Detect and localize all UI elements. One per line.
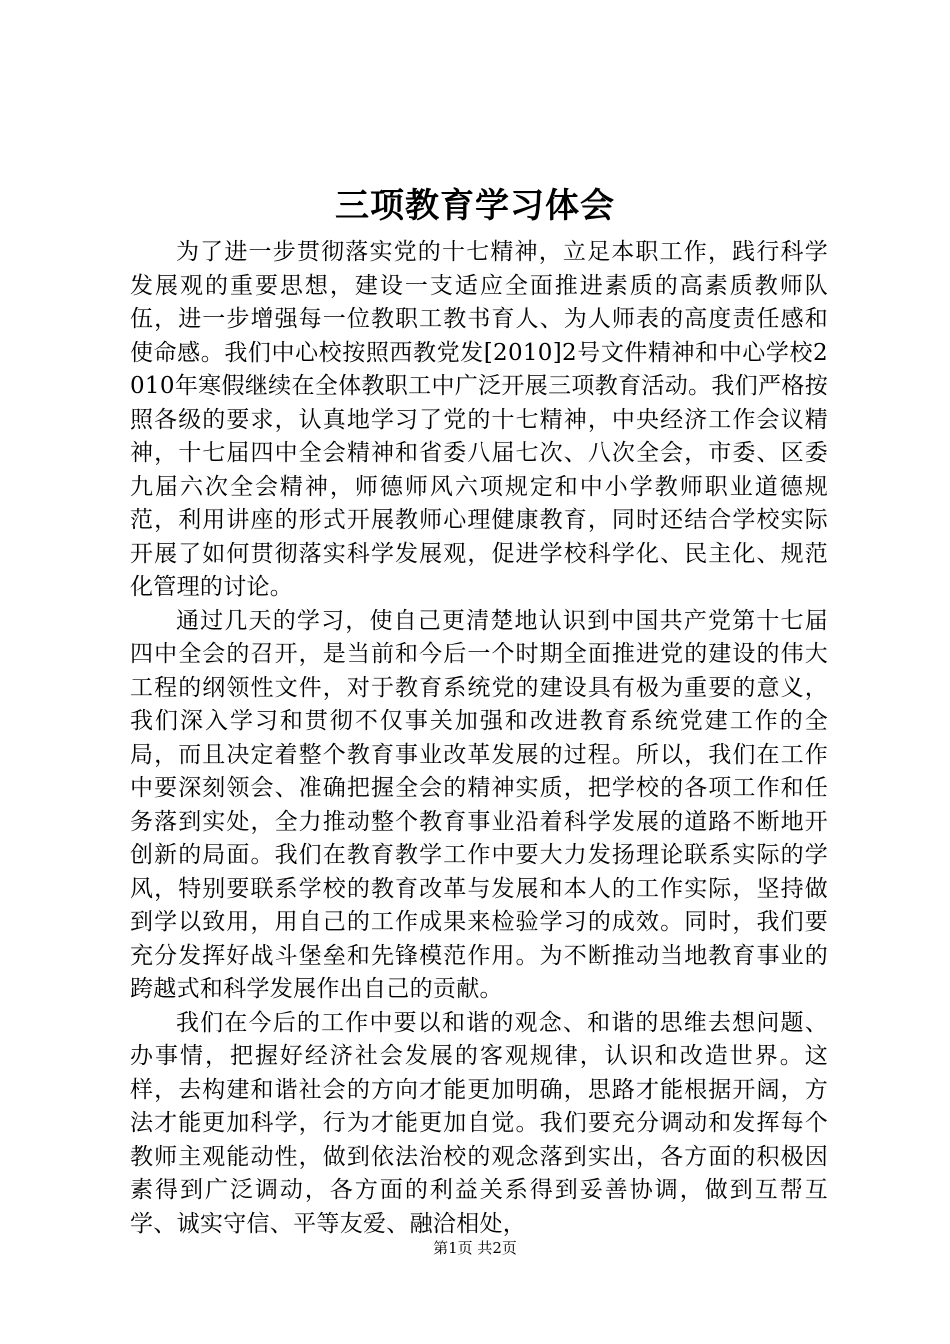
document-title: 三项教育学习体会 xyxy=(335,186,615,226)
document-body xyxy=(130,236,828,1241)
paragraph-2: 通过几天的学习，使自己更清楚地认识到中国共产党第十七届四中全会的召开，是当前和今后一个时期全面推进党的建设的伟大工程的纲领性文件，对于教育系统党的建设具有极为重要的意义，我们深入学习和贯彻不仅事关加强和改进教育系统党建工作的全局，而且决定着整个教育事业改革发展的过程。所以，我们在工作中要深刻领会、准确把握全会的精神实质，把学校的各项工作和任务落到实处，全力推动整个教育事业沿着科学发展的道路不断地开创新的局面。我们在教育教学工作中要大力发扬理论联系实际的学风，特别要联系学校的教育改革与发展和本人的工作实际，坚持做到学以致用，用自己的工作成果来检验学习的成效。同时，我们要充分发挥好战斗堡垒和先锋模范作用。为不断推动当地教育事业的跨越式和科学发展作出自己的贡献。 xyxy=(130,607,828,1002)
page-number-footer: 第1页 共2页 xyxy=(433,1239,517,1257)
paragraph-1: 为了进一步贯彻落实党的十七精神，立足本职工作，践行科学发展观的重要思想，建设一支适应全面推进素质的高素质教师队伍，进一步增强每一位教职工教书育人、为人师表的高度责任感和使命感。我们中心校按照西教党发[2010]2号文件精神和中心学校2010年寒假继续在全体教职工中广泛开展三项教育活动。我们严格按照各级的要求，认真地学习了党的十七精神，中央经济工作会议精神，十七届四中全会精神和省委八届七次、八次全会，市委、区委九届六次全会精神，师德师风六项规定和中小学教师职业道德规范，利用讲座的形式开展教师心理健康教育，同时还结合学校实际开展了如何贯彻落实科学发展观，促进学校科学化、民主化、规范化管理的讨论。 xyxy=(130,239,828,600)
paragraph-3: 我们在今后的工作中要以和谐的观念、和谐的思维去想问题、办事情，把握好经济社会发展的客观规律，认识和改造世界。这样，去构建和谐社会的方向才能更加明确，思路才能根据开阔，方法才能更加科学，行为才能更加自觉。我们要充分调动和发挥每个教师主观能动性，做到依法治校的观念落到实出，各方面的积极因素得到广泛调动，各方面的利益关系得到妥善协调，做到互帮互学、诚实守信、平等友爱、融洽相处， xyxy=(130,1009,828,1237)
